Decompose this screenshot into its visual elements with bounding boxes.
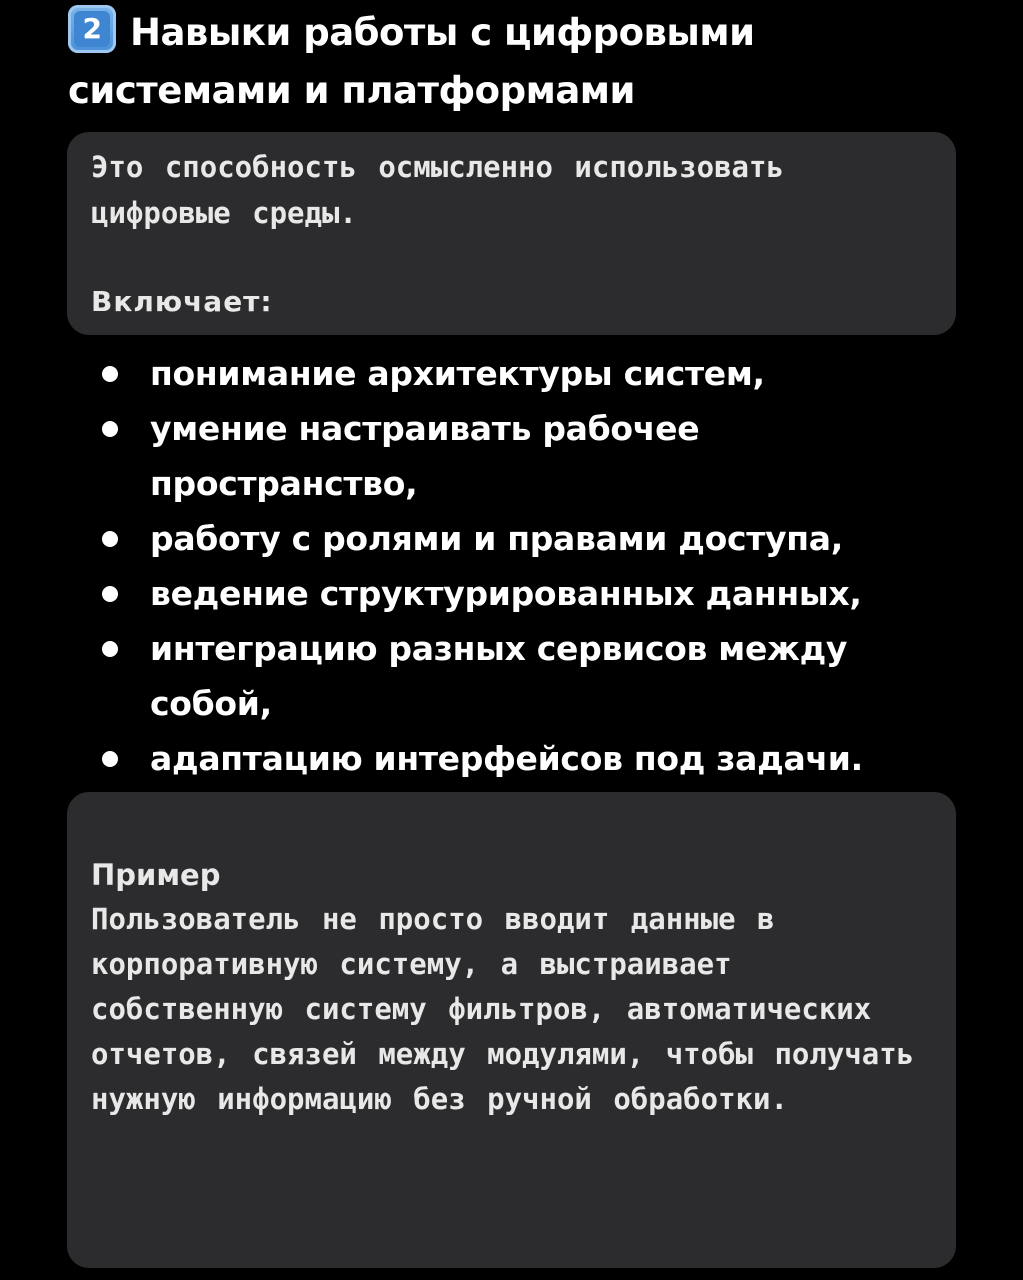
list-item [100,401,930,511]
list-item [100,566,930,621]
list-item-text: умение настраивать рабочее пространство, [150,409,700,503]
bullet-icon [102,531,118,547]
bullet-icon [102,641,118,657]
includes-label: Включает: [91,285,273,318]
page-title: Навыки работы с цифровыми системами и платформами [68,11,755,112]
bullet-icon [102,421,118,437]
list-item-text: работу с ролями и правами доступа, [150,519,843,558]
example-label: Пример [91,858,221,892]
bullet-icon [102,586,118,602]
list-item [100,511,930,566]
bullet-icon [102,366,118,382]
list-item-text: адаптацию интерфейсов под задачи. [150,739,863,778]
example-text: Пользователь не просто вводит данные в корпоративную систему, а выстраивает собственную систему фильтров, автоматических отчетов, связей между модулями, чтобы получать нужную информацию без ручной обработки. [91,902,915,1116]
list-item-text: интеграцию разных сервисов между собой, [150,629,848,723]
list-item-text: ведение структурированных данных, [150,574,862,613]
list-item [100,346,930,401]
bullet-icon [102,751,118,767]
list-item [100,731,930,786]
keycap-digit-icon [68,5,116,53]
list-item [100,621,930,731]
list-item-text: понимание архитектуры систем, [150,354,765,393]
keycap-digit: 2 [74,11,110,47]
intro-text: Это способность осмысленно использовать цифровые среды. [91,150,784,230]
page-heading [68,4,968,120]
skills-list [100,346,930,786]
